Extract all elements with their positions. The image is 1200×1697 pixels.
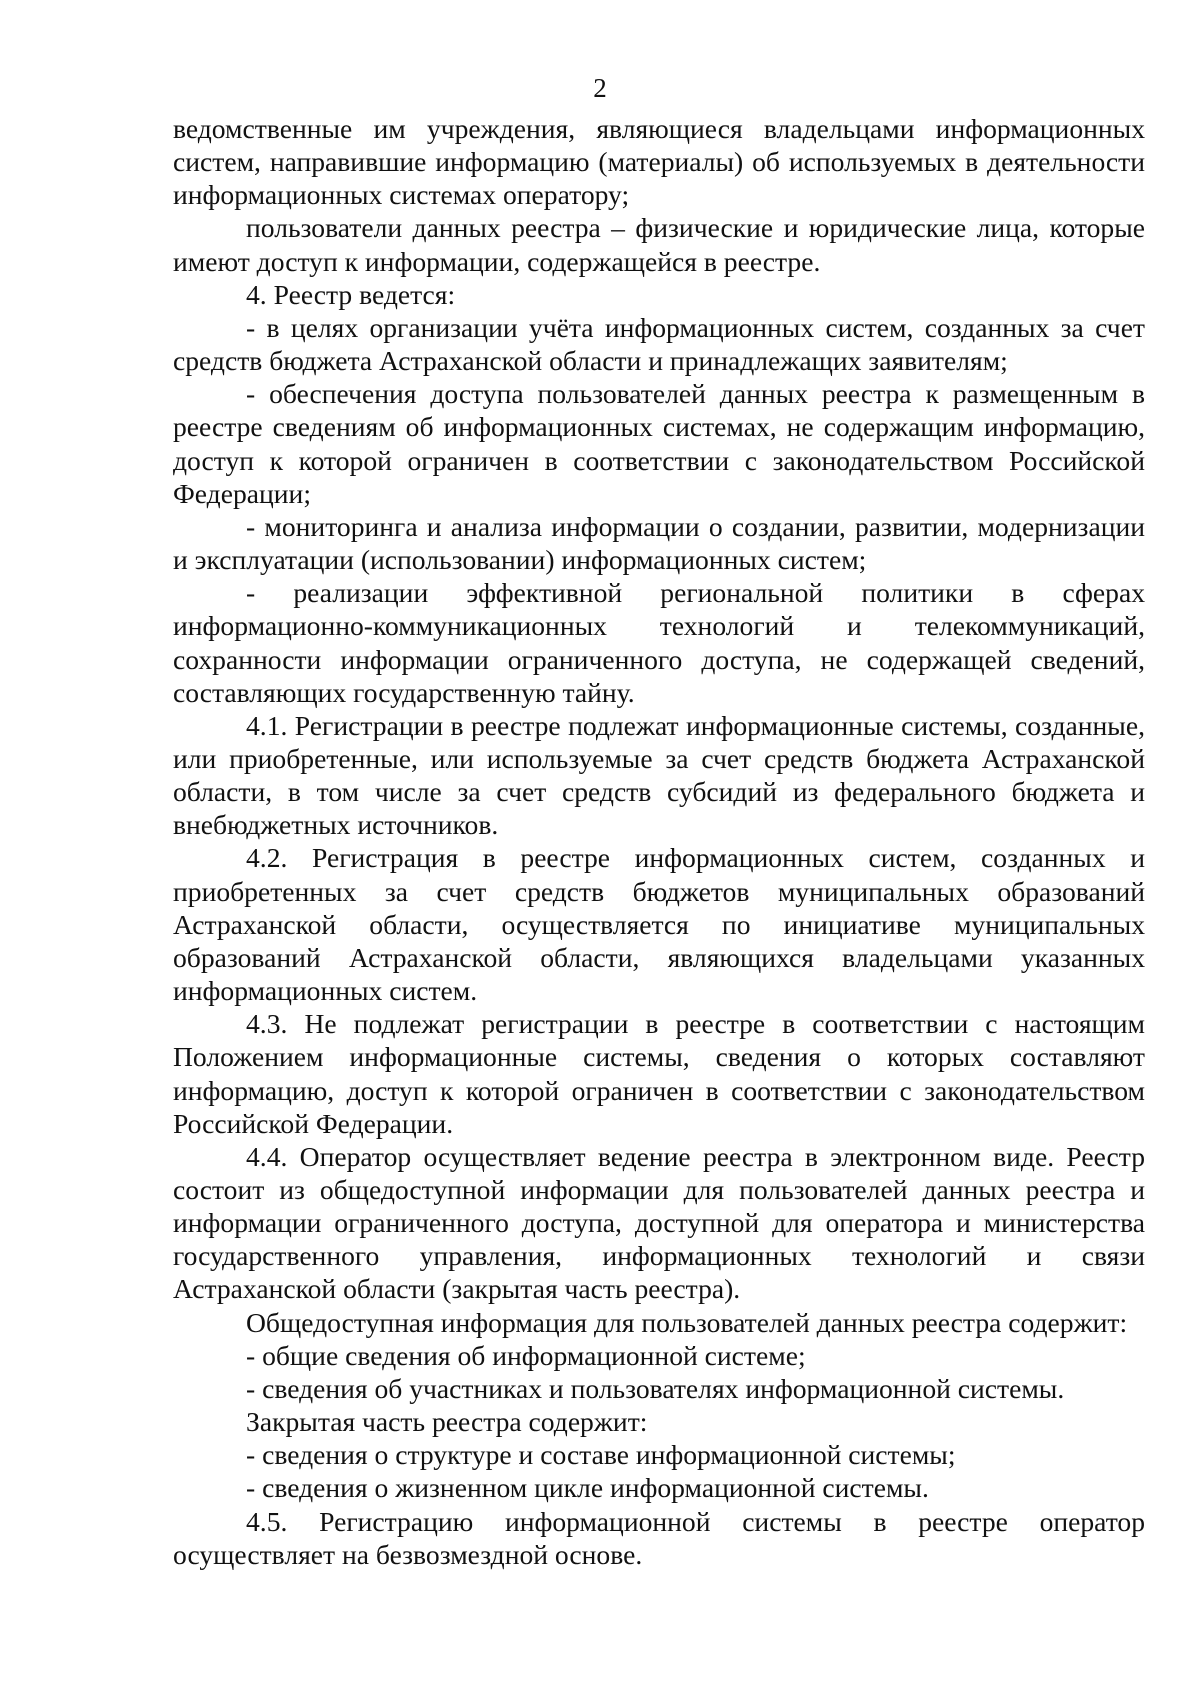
list-item: - общие сведения об информационной системе; — [246, 1339, 806, 1371]
list-item: - мониторинга и анализа информации о создании, развитии, модернизации и эксплуатации (использовании) информационных систем; — [173, 510, 1145, 576]
section-heading: 4. Реестр ведется: — [246, 278, 456, 310]
list-item: - обеспечения доступа пользователей данных реестра к размещенным в реестре сведениям об информационных системах, не содержащим информацию, доступ к которой ограничен в соответствии с законодательством Российской Федерации; — [173, 378, 1145, 509]
list-item: - в целях организации учёта информационных систем, созданных за счет средств бюджета Астраханской области и принадлежащих заявителям; — [173, 311, 1145, 377]
paragraph-4-5: 4.5. Регистрацию информационной системы в реестре оператор осуществляет на безвозмездной основе. — [173, 1505, 1145, 1570]
paragraph-4-2: 4.2. Регистрация в реестре информационных систем, созданных и приобретенных за счет средств бюджетов муниципальных образований Астраханской области, осуществляется по инициативе муниципальных образований Астраханской области, являющихся владельцами указанных информационных систем. — [173, 842, 1145, 1007]
list-item: - реализации эффективной региональной политики в сферах информационно-коммуникационных технологий и телекоммуникаций, сохранности информации ограниченного доступа, не содержащей сведений, составляющих государственную тайну. — [173, 577, 1145, 708]
paragraph-4-1: 4.1. Регистрации в реестре подлежат информационные системы, созданные, или приобретенные, или используемые за счет средств бюджета Астраханской области, в том числе за счет средств субсидий из федерального бюджета и внебюджетных источников. — [173, 709, 1145, 841]
paragraph: Закрытая часть реестра содержит: — [246, 1406, 648, 1438]
paragraph-4-3: 4.3. Не подлежат регистрации в реестре в соответствии с настоящим Положением информационные системы, сведения о которых составляют информацию, доступ к которой ограничен в соответствии с законодательством Российской Федерации. — [173, 1008, 1145, 1139]
page-number: 2 — [593, 73, 607, 103]
paragraph: пользователи данных реестра – физические и юридические лица, которые имеют доступ к информации, содержащейся в реестре. — [173, 212, 1145, 277]
list-item: - сведения об участниках и пользователях информационной системы. — [246, 1372, 1065, 1404]
list-item: - сведения о жизненном цикле информационной системы. — [246, 1472, 929, 1504]
paragraph-4-4: 4.4. Оператор осуществляет ведение реестра в электронном виде. Реестр состоит из общедоступной информации для пользователей данных реестра и информации ограниченного доступа, доступной для оператора и министерства государственного управления, информационных технологий и связи Астраханской области (закрытая часть реестра). — [173, 1140, 1145, 1305]
paragraph: ведомственные им учреждения, являющиеся владельцами информационных систем, направившие информацию (материалы) об используемых в деятельности информационных системах оператору; — [173, 113, 1145, 211]
document-body — [173, 112, 1145, 1571]
list-item: - сведения о структуре и составе информационной системы; — [246, 1439, 956, 1471]
paragraph: Общедоступная информация для пользователей данных реестра содержит: — [246, 1306, 1128, 1338]
